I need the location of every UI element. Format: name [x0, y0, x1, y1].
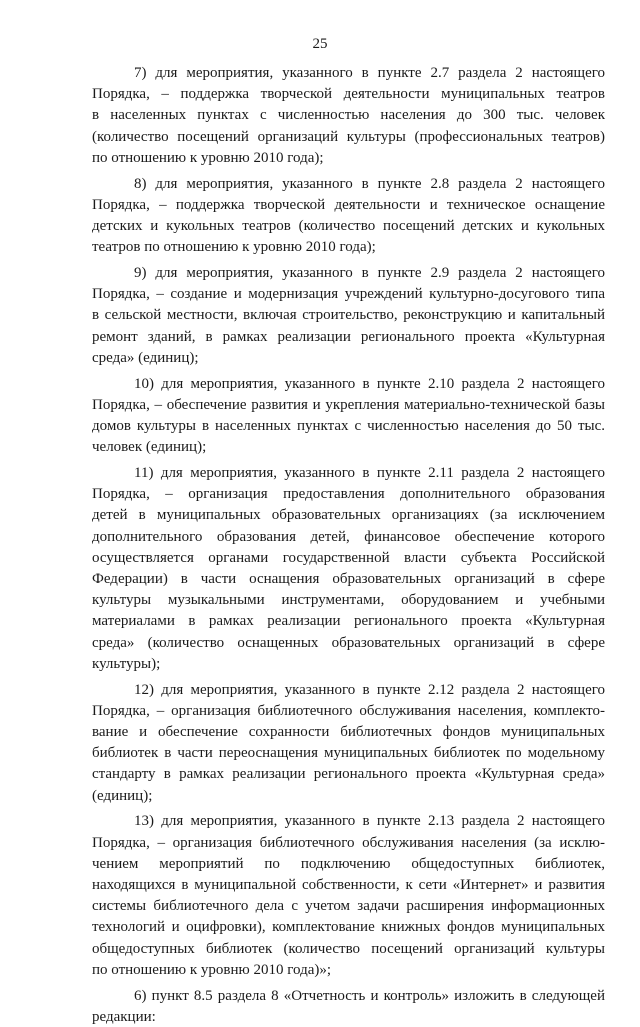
text-line: 12) для мероприятия, указанного в пункте 2.12 раздела 2 настоящего	[134, 682, 605, 698]
text-line: системы библиотечного дела с учетом задачи расширения информационных	[92, 898, 605, 914]
text-line: 11) для мероприятия, указанного в пункте 2.11 раздела 2 настоящего	[134, 465, 605, 481]
text-line: культуры);	[92, 656, 161, 672]
text-line: культуры музыкальными инструментами, оборудованием и учебными	[92, 592, 605, 608]
text-line: Порядка, – организация библиотечного обслуживания населения, комплекто-	[92, 703, 605, 719]
page-number: 25	[312, 36, 328, 52]
text-line: театров по отношению к уровню 2010 года);	[92, 239, 376, 255]
text-line: домов культуры в населенных пунктах с численностью населения до 50 тыс.	[92, 418, 605, 434]
text-line: Порядка, – поддержка творческой деятельности муниципальных театров	[92, 86, 605, 102]
text-line: детских и кукольных театров (количество посещений детских и кукольных	[92, 218, 605, 234]
text-line: находящихся в муниципальной собственности, к сети «Интернет» и развития	[92, 877, 605, 893]
text-line: человек (единиц);	[92, 439, 207, 455]
text-line: Порядка, – создание и модернизация учреждений культурно-досугового типа	[92, 286, 605, 302]
text-line: Порядка, – обеспечение развития и укрепления материально-технической базы	[92, 397, 605, 413]
text-line: 7) для мероприятия, указанного в пункте 2.7 раздела 2 настоящего	[134, 65, 605, 81]
text-line: 8) для мероприятия, указанного в пункте 2.8 раздела 2 настоящего	[134, 176, 605, 192]
text-line: по отношению к уровню 2010 года)»;	[92, 962, 332, 978]
text-line: стандарту в рамках реализации регионального проекта «Культурная среда»	[92, 766, 605, 782]
text-line: Порядка, – организация предоставления дополнительного образования	[92, 486, 605, 502]
text-line: (единиц);	[92, 788, 153, 804]
text-line: общедоступных библиотек (количество посещений организаций культуры	[92, 941, 605, 957]
text-line: среда» (количество оснащенных образовательных организаций в сфере	[92, 635, 605, 651]
text-line: 10) для мероприятия, указанного в пункте 2.10 раздела 2 настоящего	[134, 376, 605, 392]
text-line: Порядка, – поддержка творческой деятельности и техническое оснащение	[92, 197, 605, 213]
text-line: осуществляется органами государственной власти субъекта Российской	[92, 550, 605, 566]
text-line: технологий и оцифровки), комплектование книжных фондов муниципальных	[92, 919, 605, 935]
text-line: среда» (единиц);	[92, 350, 199, 366]
text-line: в населенных пунктах с численностью населения до 300 тыс. человек	[92, 107, 605, 123]
text-line: детей в муниципальных образовательных организациях (за исключением	[92, 507, 605, 523]
text-line: редакции:	[92, 1009, 156, 1025]
text-line: 6) пункт 8.5 раздела 8 «Отчетность и контроль» изложить в следующей	[134, 988, 605, 1004]
text-line: 13) для мероприятия, указанного в пункте 2.13 раздела 2 настоящего	[134, 813, 605, 829]
text-line: материалами в рамках реализации регионального проекта «Культурная	[92, 613, 605, 629]
text-line: Порядка, – организация библиотечного обслуживания населения (за исклю-	[92, 835, 605, 851]
text-line: 9) для мероприятия, указанного в пункте 2.9 раздела 2 настоящего	[134, 265, 605, 281]
text-line: по отношению к уровню 2010 года);	[92, 150, 324, 166]
text-line: дополнительного образования детей, финансовое обеспечение которого	[92, 529, 605, 545]
text-line: ремонт зданий, в рамках реализации регионального проекта «Культурная	[92, 329, 605, 345]
text-line: (количество посещений организаций культуры (профессиональных театров)	[92, 129, 605, 145]
text-line: вание и обеспечение сохранности библиотечных фондов муниципальных	[92, 724, 605, 740]
text-line: в сельской местности, включая строительство, реконструкцию и капитальный	[92, 307, 605, 323]
text-line: чением мероприятий по подключению общедоступных библиотек,	[92, 856, 605, 872]
text-line: библиотек в части переоснащения муниципальных библиотек по модельному	[92, 745, 605, 761]
text-line: Федерации) в части оснащения образовательных организаций в сфере	[92, 571, 605, 587]
